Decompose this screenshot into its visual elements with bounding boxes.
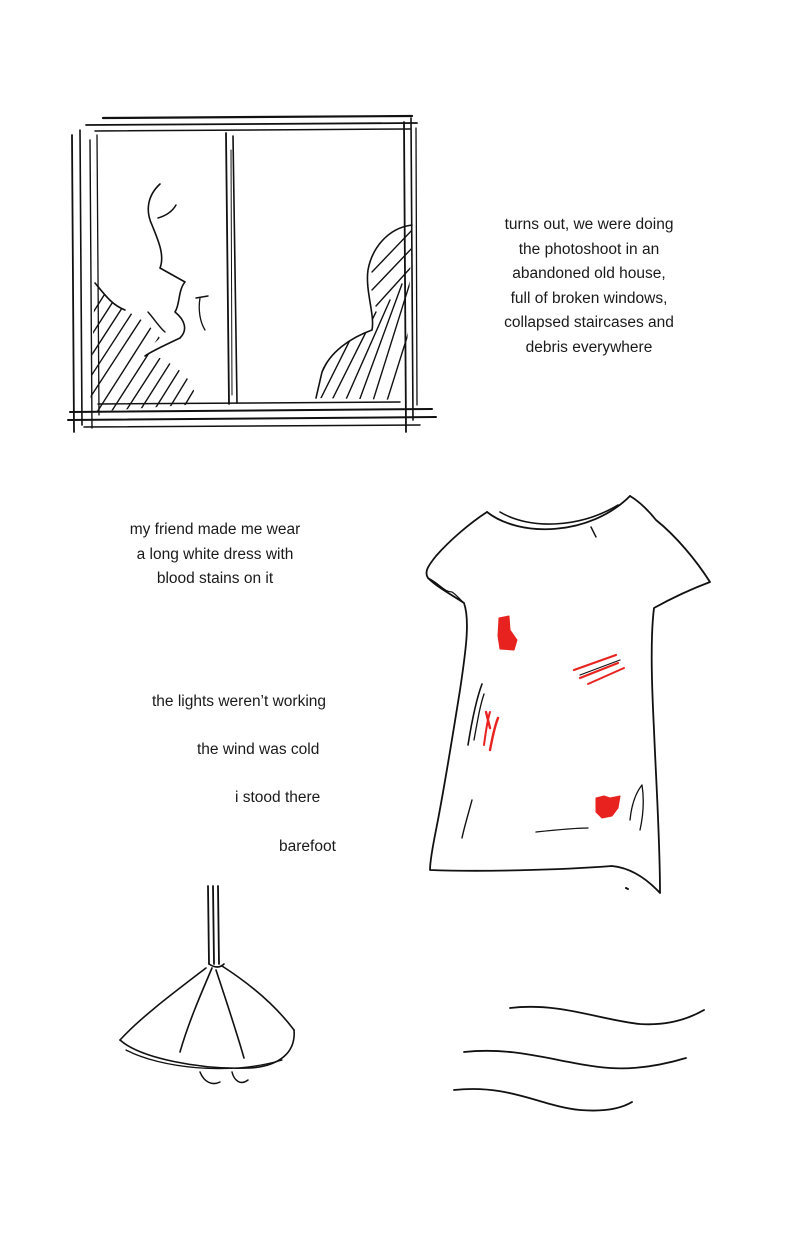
lamp-sketch [120, 886, 294, 1084]
caption-wind: the wind was cold [197, 741, 320, 758]
caption-dress [110, 518, 320, 592]
blood-stains [484, 616, 624, 818]
caption-house-line-2: the photoshoot in an [518, 240, 660, 258]
caption-house-line-6: debris everywhere [525, 338, 653, 356]
caption-house [478, 213, 700, 360]
caption-dress-line-1: my friend made me wear [129, 521, 301, 538]
caption-house-line-3: abandoned old house, [512, 265, 666, 282]
window-sketch [68, 116, 436, 432]
caption-dress-line-2: a long white dress with [136, 545, 294, 563]
wind-sketch [454, 1007, 704, 1111]
caption-house-line-5: collapsed staircases and [504, 314, 674, 331]
caption-house-line-4: full of broken windows, [510, 289, 668, 307]
caption-barefoot: barefoot [279, 838, 336, 855]
dress-sketch [426, 496, 710, 893]
caption-stood: i stood there [235, 789, 321, 806]
caption-lights: the lights weren’t working [152, 693, 327, 710]
caption-dress-line-3: blood stains on it [156, 570, 274, 587]
caption-house-line-1: turns out, we were doing [504, 216, 674, 233]
